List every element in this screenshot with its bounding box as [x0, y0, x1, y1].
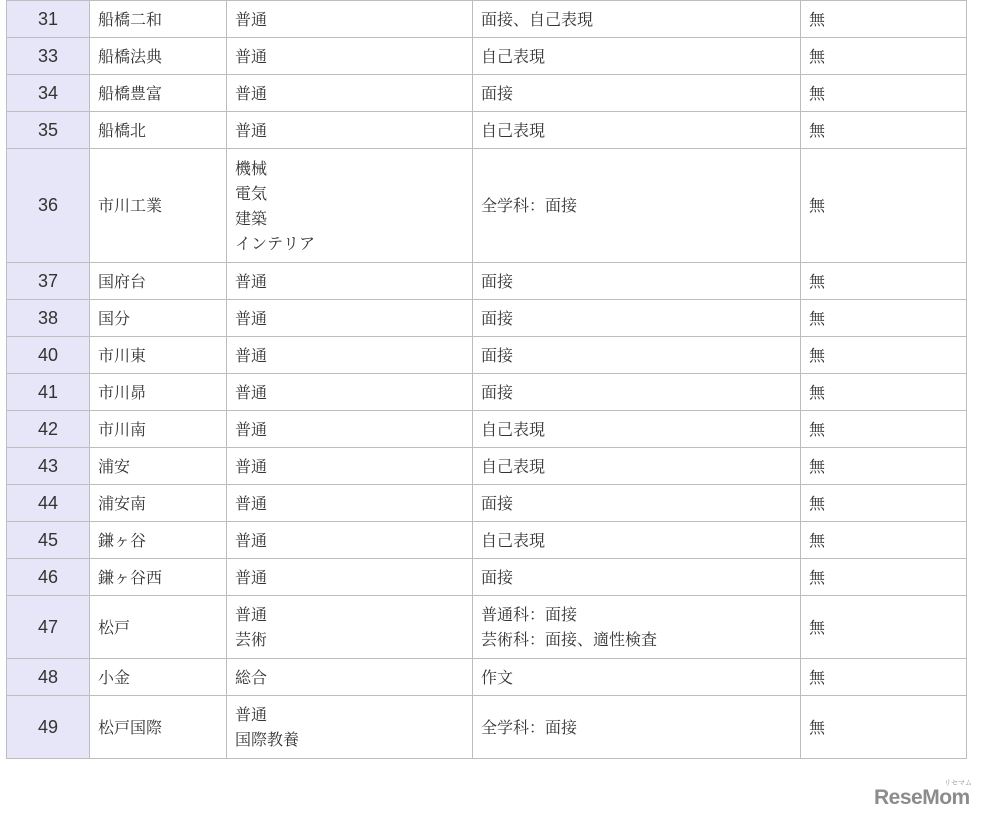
course-cell	[227, 596, 473, 659]
course-name: 総合	[235, 667, 268, 687]
course-cell	[227, 263, 473, 300]
school-name-cell: 市川東	[90, 337, 227, 374]
table-row	[7, 696, 967, 759]
table-row	[7, 337, 967, 374]
other-cell: 無	[801, 659, 967, 696]
school-name-cell: 小金	[90, 659, 227, 696]
course-cell	[227, 300, 473, 337]
other-cell: 無	[801, 696, 967, 759]
school-number-cell: 40	[7, 337, 90, 374]
course-name: 普通	[235, 46, 268, 66]
school-name-cell: 浦安	[90, 448, 227, 485]
school-number-cell: 35	[7, 112, 90, 149]
school-number-cell: 37	[7, 263, 90, 300]
course-name: 普通	[235, 530, 268, 550]
school-name-cell: 市川南	[90, 411, 227, 448]
course-name: 電気	[235, 183, 268, 203]
course-name: 普通	[235, 9, 268, 29]
table-row	[7, 559, 967, 596]
course-cell	[227, 1, 473, 38]
exam-method-cell	[473, 263, 801, 300]
school-name-cell: 鎌ヶ谷西	[90, 559, 227, 596]
exam-method: 芸術科：面接、適性検査	[481, 630, 658, 649]
school-number-cell: 36	[7, 149, 90, 263]
exam-method-cell	[473, 300, 801, 337]
course-name: 普通	[235, 456, 268, 476]
exam-method-cell	[473, 522, 801, 559]
course-cell	[227, 112, 473, 149]
other-cell: 無	[801, 75, 967, 112]
school-exam-table	[6, 0, 967, 759]
table-row	[7, 38, 967, 75]
table-body	[7, 1, 967, 759]
resemom-logo	[874, 782, 972, 810]
table-row	[7, 1, 967, 38]
exam-method: 全学科：面接	[481, 196, 578, 215]
exam-method: 面接	[481, 493, 514, 513]
exam-method-cell	[473, 696, 801, 759]
logo-text: ReseMom	[874, 786, 970, 809]
course-name: 普通	[235, 419, 268, 439]
course-name: 普通	[235, 605, 268, 624]
course-name: 普通	[235, 345, 268, 365]
course-name: 普通	[235, 705, 268, 724]
table-row	[7, 411, 967, 448]
other-cell: 無	[801, 411, 967, 448]
other-cell: 無	[801, 263, 967, 300]
course-name: 普通	[235, 271, 268, 291]
school-number-cell: 33	[7, 38, 90, 75]
school-number-cell: 43	[7, 448, 90, 485]
exam-method-cell	[473, 374, 801, 411]
exam-method-cell	[473, 659, 801, 696]
course-name: 普通	[235, 120, 268, 140]
exam-method: 面接	[481, 83, 514, 103]
course-cell	[227, 149, 473, 263]
table-row	[7, 75, 967, 112]
school-name-cell: 船橋北	[90, 112, 227, 149]
course-name: 普通	[235, 567, 268, 587]
course-cell	[227, 448, 473, 485]
exam-method: 自己表現	[481, 530, 546, 550]
school-number-cell: 38	[7, 300, 90, 337]
school-name-cell: 船橋豊富	[90, 75, 227, 112]
other-cell: 無	[801, 112, 967, 149]
other-cell: 無	[801, 1, 967, 38]
other-cell: 無	[801, 448, 967, 485]
school-number-cell: 45	[7, 522, 90, 559]
exam-method-cell	[473, 149, 801, 263]
logo-ruby: リセマム	[944, 780, 972, 787]
exam-method: 自己表現	[481, 120, 546, 140]
exam-method: 面接	[481, 271, 514, 291]
school-name-cell: 船橋二和	[90, 1, 227, 38]
other-cell: 無	[801, 374, 967, 411]
exam-method-cell	[473, 75, 801, 112]
course-name: 建築	[235, 208, 268, 228]
school-number-cell: 31	[7, 1, 90, 38]
other-cell: 無	[801, 559, 967, 596]
school-name-cell: 市川工業	[90, 149, 227, 263]
other-cell: 無	[801, 149, 967, 263]
school-name-cell: 松戸国際	[90, 696, 227, 759]
course-name: 普通	[235, 83, 268, 103]
table-row	[7, 112, 967, 149]
school-number-cell: 48	[7, 659, 90, 696]
school-number-cell: 41	[7, 374, 90, 411]
course-name: 国際教養	[235, 730, 300, 749]
school-number-cell: 46	[7, 559, 90, 596]
table-row	[7, 522, 967, 559]
exam-method-cell	[473, 596, 801, 659]
other-cell: 無	[801, 485, 967, 522]
exam-method: 作文	[481, 667, 514, 687]
school-name-cell: 鎌ヶ谷	[90, 522, 227, 559]
course-cell	[227, 696, 473, 759]
course-cell	[227, 485, 473, 522]
exam-method-cell	[473, 337, 801, 374]
exam-method: 普通科：面接	[481, 605, 578, 624]
school-number-cell: 44	[7, 485, 90, 522]
exam-method: 面接、自己表現	[481, 9, 594, 29]
school-name-cell: 船橋法典	[90, 38, 227, 75]
course-name: 普通	[235, 308, 268, 328]
course-name: 普通	[235, 382, 268, 402]
other-cell: 無	[801, 38, 967, 75]
exam-method-cell	[473, 559, 801, 596]
course-name: 芸術	[235, 630, 268, 649]
course-cell	[227, 374, 473, 411]
school-name-cell: 国分	[90, 300, 227, 337]
exam-method-cell	[473, 485, 801, 522]
school-number-cell: 42	[7, 411, 90, 448]
course-name: 普通	[235, 493, 268, 513]
course-cell	[227, 559, 473, 596]
exam-method: 自己表現	[481, 456, 546, 476]
exam-method: 面接	[481, 567, 514, 587]
exam-method: 面接	[481, 308, 514, 328]
other-cell: 無	[801, 337, 967, 374]
course-cell	[227, 659, 473, 696]
table-row	[7, 659, 967, 696]
exam-method: 面接	[481, 382, 514, 402]
exam-method: 面接	[481, 345, 514, 365]
course-name: 機械	[235, 158, 268, 178]
exam-method: 自己表現	[481, 419, 546, 439]
course-name: インテリア	[235, 233, 316, 253]
table-row	[7, 149, 967, 263]
course-cell	[227, 75, 473, 112]
table-row	[7, 374, 967, 411]
table-row	[7, 596, 967, 659]
course-cell	[227, 522, 473, 559]
exam-method-cell	[473, 1, 801, 38]
school-number-cell: 47	[7, 596, 90, 659]
exam-method: 自己表現	[481, 46, 546, 66]
course-cell	[227, 411, 473, 448]
other-cell: 無	[801, 596, 967, 659]
exam-method-cell	[473, 448, 801, 485]
exam-method-cell	[473, 112, 801, 149]
table-row	[7, 263, 967, 300]
school-number-cell: 34	[7, 75, 90, 112]
school-name-cell: 松戸	[90, 596, 227, 659]
table-row	[7, 300, 967, 337]
table-row	[7, 448, 967, 485]
exam-method-cell	[473, 411, 801, 448]
school-name-cell: 市川昴	[90, 374, 227, 411]
exam-method-cell	[473, 38, 801, 75]
school-name-cell: 浦安南	[90, 485, 227, 522]
school-number-cell: 49	[7, 696, 90, 759]
course-cell	[227, 38, 473, 75]
other-cell: 無	[801, 300, 967, 337]
table-row	[7, 485, 967, 522]
school-name-cell: 国府台	[90, 263, 227, 300]
course-cell	[227, 337, 473, 374]
exam-method: 全学科：面接	[481, 717, 578, 737]
other-cell: 無	[801, 522, 967, 559]
